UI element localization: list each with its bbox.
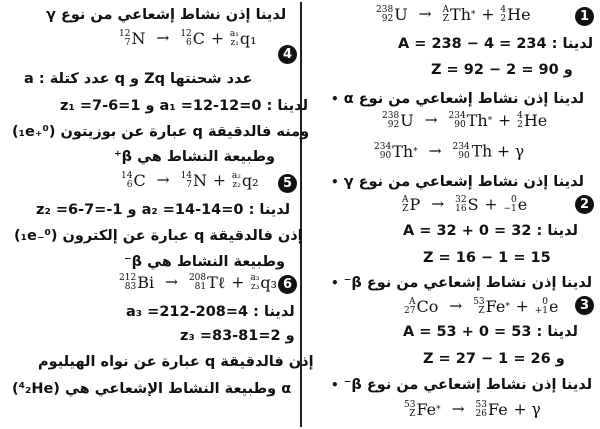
charge-number-line-2: Z = 16 − 1 = 15 bbox=[423, 250, 551, 266]
nuclide-u238: 238 92 U bbox=[376, 5, 408, 25]
equation-2: 238 92 U → 234 90 Th * + 4 2 He bbox=[382, 111, 548, 131]
equation-4: A Z P → 32 16 S + 0 −1 e bbox=[402, 195, 528, 215]
positron-line: ومنه فالدقيقة q عبارة عن بوزيتون (⁰₊₁e) bbox=[12, 124, 310, 140]
beta-minus-line: وطبيعة النشاط هي β⁻ bbox=[124, 254, 285, 270]
beta-plus-line: وطبيعة النشاط هي β⁺ bbox=[114, 149, 275, 165]
mass-definition-line: a : عدد كتلة q و Zq عدد شحنتها bbox=[24, 71, 253, 87]
nuclide-th: A Z Th * bbox=[442, 5, 476, 25]
exercise-number-2: 2 bbox=[575, 195, 594, 214]
exercise-number-6: 6 bbox=[278, 275, 297, 294]
charge-number-line-3: Z = 27 − 1 = 26 و bbox=[423, 351, 565, 367]
beta-minus-title: لدينا إذن نشاط إشعاعي من نوع β⁻ • bbox=[331, 275, 593, 291]
electron-line: إذن فالدقيقة q عبارة عن إلكترون (⁰₋₁e) bbox=[14, 228, 303, 244]
equation-1: 238 92 U → A Z Th * + 4 2 He bbox=[376, 5, 531, 25]
mass-number-line-3: A = 53 + 0 = 53 : لدينا bbox=[403, 324, 578, 340]
a1-z1-line: لدينا : a₁ =12-12=0 و z₁ =7-6=1 bbox=[60, 98, 309, 114]
equation-7: 12 7 N → 12 6 C + a₁ z₁ q₁ bbox=[119, 29, 257, 49]
z3-line: و z₃ =83-81=2 bbox=[180, 328, 295, 344]
equation-3: 234 90 Th * → 234 90 Th + γ bbox=[374, 142, 525, 162]
mass-number-line: A = 238 − 4 = 234 : لدينا bbox=[398, 36, 594, 52]
alpha-line: (⁴₂He) وطبيعة النشاط الإشعاعي هي α bbox=[12, 381, 292, 397]
mass-number-line-2: A = 32 + 0 = 32 : لدينا bbox=[403, 223, 578, 239]
exercise-number-5: 5 bbox=[278, 174, 297, 193]
gamma-title-left: لدينا إذن نشاط إشعاعي من نوع γ bbox=[46, 7, 287, 23]
alpha-title: لدينا إذن نشاط إشعاعي من نوع α • bbox=[331, 91, 585, 107]
equation-8: 14 6 C → 14 7 N + a₂ z₂ q₂ bbox=[121, 171, 259, 191]
equation-5: A 27 Co → 53 Z Fe * + 0 +1 e bbox=[404, 297, 559, 317]
exercise-number-3: 3 bbox=[575, 296, 594, 315]
exercise-number-4: 4 bbox=[278, 45, 297, 64]
gamma-title: لدينا إذن نشاط إشعاعي من نوع γ • bbox=[331, 174, 584, 190]
charge-number-line: Z = 92 − 2 = 90 و bbox=[431, 62, 573, 78]
beta-minus-title-2: لدينا إذن نشاط إشعاعي من نوع β⁻ • bbox=[331, 377, 593, 393]
equation-6: 53 Z Fe * → 53 26 Fe + γ bbox=[404, 400, 541, 420]
a2-z2-line: لدينا : a₂ =14-14=0 و z₂ =6-7=-1 bbox=[36, 202, 291, 218]
a3-line: لدينا : a₃ =212-208=4 bbox=[126, 304, 295, 320]
helium-line: إذن فالدقيقة q عبارة عن نواه الهيليوم bbox=[38, 354, 314, 370]
exercise-number-1: 1 bbox=[575, 7, 594, 26]
right-column bbox=[303, 0, 600, 429]
equation-9: 212 83 Bi → 208 81 Tℓ + a₃ z₃ q₃ bbox=[119, 273, 277, 293]
nuclide-he: 4 2 He bbox=[500, 5, 531, 25]
